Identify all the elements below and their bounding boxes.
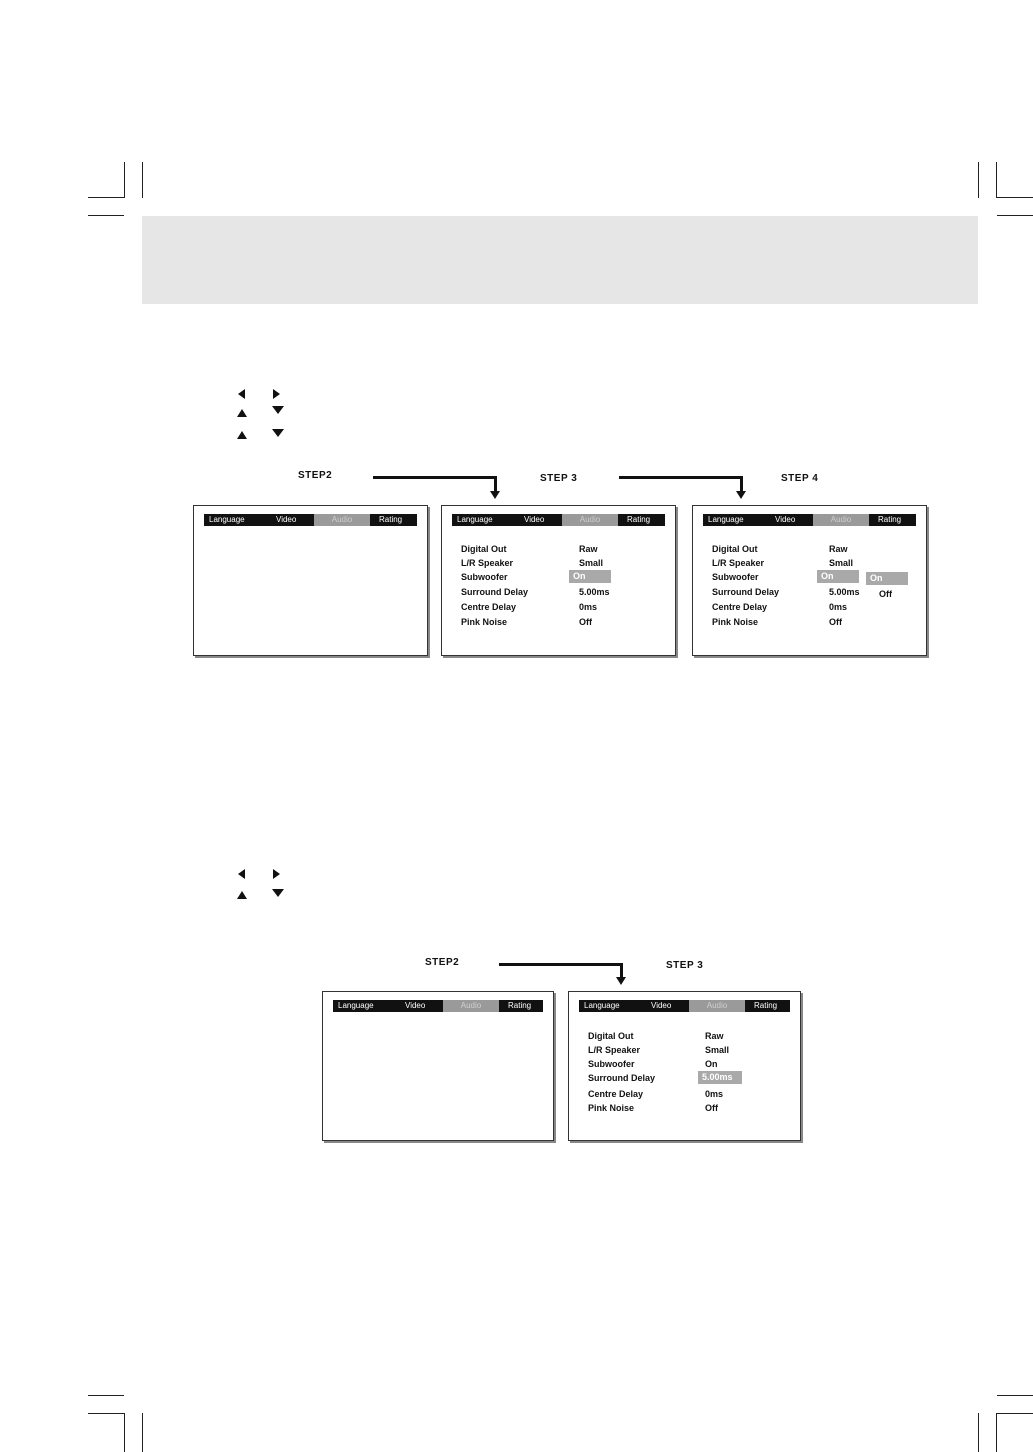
crop-mark	[88, 1395, 124, 1396]
osd-screen	[441, 505, 676, 656]
setting-name: Pink Noise	[712, 617, 759, 627]
setup-menu-bar	[204, 514, 417, 526]
menu-tab-audio: Audio	[314, 514, 370, 526]
setting-name: L/R Speaker	[712, 558, 765, 568]
setting-value: 5.00ms	[579, 587, 610, 597]
osd-screen	[193, 505, 428, 656]
osd-screen	[692, 505, 927, 656]
setting-value: Off	[705, 1103, 718, 1113]
setting-value: 0ms	[579, 602, 598, 612]
crop-mark	[124, 162, 125, 198]
setting-name: L/R Speaker	[461, 558, 514, 568]
crop-mark	[997, 1395, 1033, 1396]
up-arrow-icon	[237, 431, 247, 439]
menu-tab-audio: Audio	[689, 1000, 745, 1012]
setting-name: Surround Delay	[712, 587, 780, 597]
setting-value-selected: On	[817, 570, 859, 583]
menu-tab-video: Video	[276, 515, 297, 524]
setup-menu-bar	[703, 514, 916, 526]
menu-tab-language: Language	[584, 1001, 620, 1010]
setting-name: Pink Noise	[588, 1103, 635, 1113]
setting-name: Digital Out	[461, 544, 507, 554]
menu-tab-video: Video	[524, 515, 545, 524]
setting-name: Centre Delay	[588, 1089, 644, 1099]
crop-mark	[142, 162, 143, 198]
crop-mark	[997, 197, 1033, 198]
up-arrow-icon	[237, 409, 247, 417]
setting-name: L/R Speaker	[588, 1045, 641, 1055]
setting-value: Small	[705, 1045, 730, 1055]
menu-tab-rating: Rating	[878, 515, 902, 524]
crop-mark	[996, 162, 997, 198]
menu-tab-video: Video	[775, 515, 796, 524]
setting-value: Small	[579, 558, 604, 568]
left-arrow-icon	[238, 869, 245, 879]
setting-name: Surround Delay	[588, 1073, 656, 1083]
setting-value-selected: On	[569, 570, 611, 583]
setting-value: On	[705, 1059, 718, 1069]
menu-tab-language: Language	[338, 1001, 374, 1010]
menu-tab-audio: Audio	[443, 1000, 499, 1012]
crop-mark	[88, 1413, 124, 1414]
section-banner	[142, 216, 978, 304]
menu-tab-audio: Audio	[813, 514, 869, 526]
crop-mark	[124, 1413, 125, 1452]
menu-tab-language: Language	[457, 515, 493, 524]
menu-tab-language: Language	[708, 515, 744, 524]
setting-value: Raw	[579, 544, 598, 554]
setting-name: Digital Out	[588, 1031, 634, 1041]
setting-name: Surround Delay	[461, 587, 529, 597]
crop-mark	[142, 1413, 143, 1452]
menu-tab-language: Language	[209, 515, 245, 524]
osd-screen	[322, 991, 554, 1141]
setting-value: 5.00ms	[829, 587, 860, 597]
setting-value: Off	[579, 617, 592, 627]
submenu-option: Off	[879, 589, 892, 599]
setting-value: Raw	[829, 544, 848, 554]
right-arrow-icon	[273, 869, 280, 879]
up-arrow-icon	[237, 891, 247, 899]
submenu-option-selected: On	[866, 572, 908, 585]
setting-value: Off	[829, 617, 842, 627]
crop-mark	[997, 215, 1033, 216]
setting-value: 0ms	[829, 602, 848, 612]
crop-mark	[978, 1413, 979, 1452]
setting-name: Pink Noise	[461, 617, 508, 627]
left-arrow-icon	[238, 389, 245, 399]
crop-mark	[978, 162, 979, 198]
menu-tab-video: Video	[405, 1001, 426, 1010]
setting-name: Subwoofer	[461, 572, 508, 582]
menu-tab-rating: Rating	[627, 515, 651, 524]
step-label: STEP 4	[781, 473, 819, 484]
step-label: STEP 3	[666, 960, 704, 971]
setup-menu-bar	[333, 1000, 543, 1012]
down-arrow-icon	[272, 406, 284, 414]
crop-mark	[996, 1413, 997, 1452]
setting-name: Digital Out	[712, 544, 758, 554]
right-arrow-icon	[273, 389, 280, 399]
setting-value: 0ms	[705, 1089, 724, 1099]
setup-menu-bar	[452, 514, 665, 526]
down-arrow-icon	[272, 889, 284, 897]
menu-tab-audio: Audio	[562, 514, 618, 526]
setting-value: Raw	[705, 1031, 724, 1041]
down-arrow-icon	[272, 429, 284, 437]
osd-screen	[568, 991, 801, 1141]
menu-tab-rating: Rating	[508, 1001, 532, 1010]
crop-mark	[88, 197, 124, 198]
setting-value: Small	[829, 558, 854, 568]
setting-name: Centre Delay	[712, 602, 768, 612]
setting-name: Centre Delay	[461, 602, 517, 612]
crop-mark	[997, 1413, 1033, 1414]
setup-menu-bar	[579, 1000, 790, 1012]
setting-name: Subwoofer	[588, 1059, 635, 1069]
menu-tab-rating: Rating	[754, 1001, 778, 1010]
step-label: STEP2	[425, 957, 460, 968]
menu-tab-video: Video	[651, 1001, 672, 1010]
setting-value-selected: 5.00ms	[698, 1071, 742, 1084]
step-label: STEP2	[298, 470, 333, 481]
crop-mark	[88, 215, 124, 216]
step-label: STEP 3	[540, 473, 578, 484]
menu-tab-rating: Rating	[379, 515, 403, 524]
setting-name: Subwoofer	[712, 572, 759, 582]
